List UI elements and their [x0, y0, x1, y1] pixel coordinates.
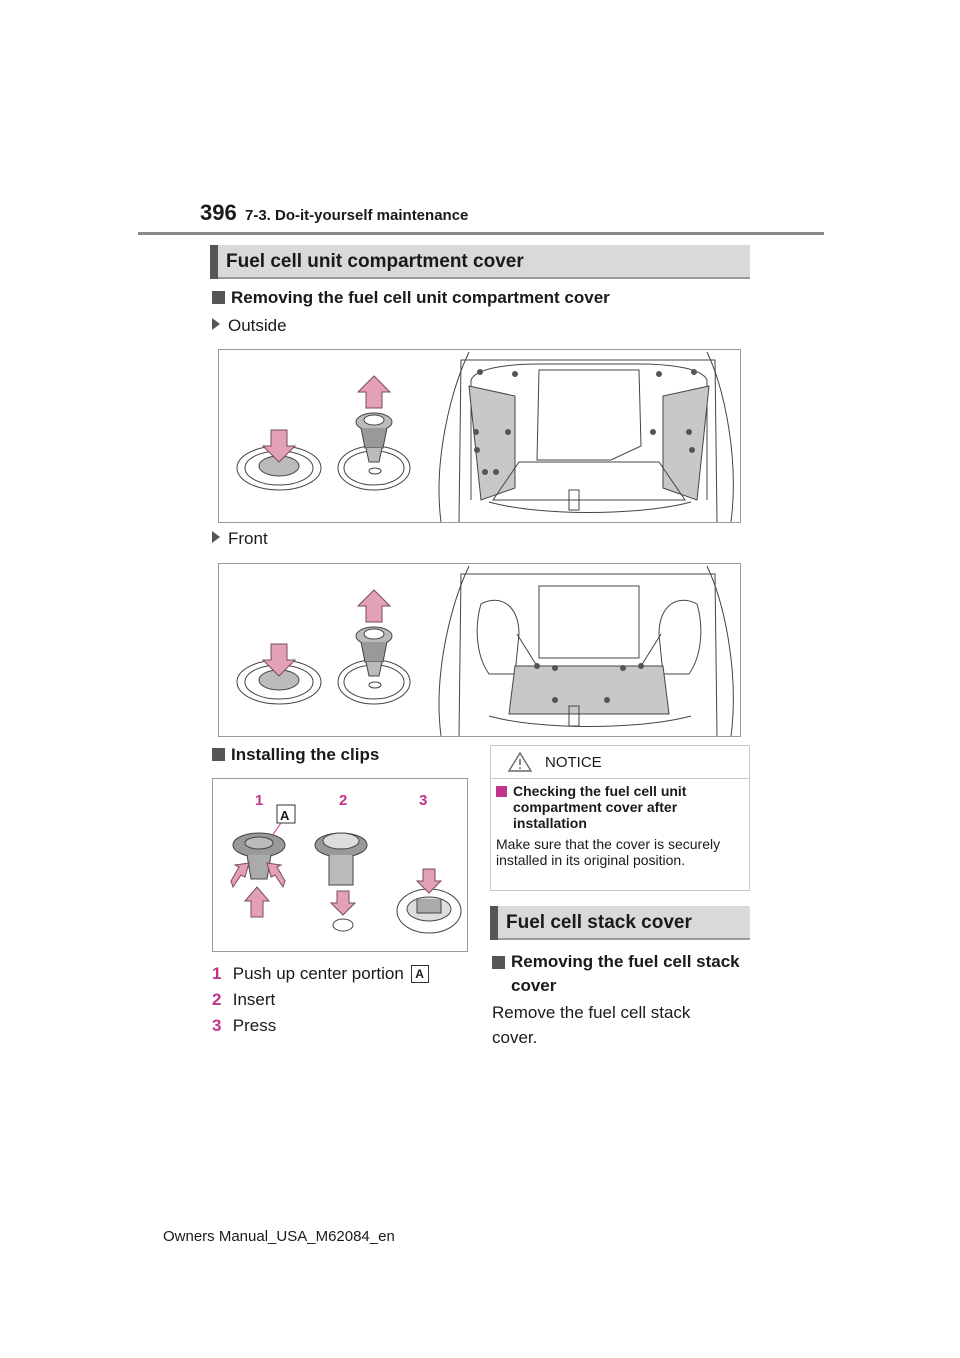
- footer-text: Owners Manual_USA_M62084_en: [163, 1228, 395, 1245]
- step-text: Push up center portion: [232, 964, 404, 983]
- figure-outside: [218, 349, 741, 523]
- square-bullet-icon: [492, 956, 505, 969]
- figure-front: [218, 563, 741, 737]
- front-illustration: [219, 564, 740, 736]
- step-3: [212, 1016, 276, 1036]
- section-heading-text: Fuel cell stack cover: [506, 912, 692, 933]
- installing-clips-illustration: [213, 779, 467, 951]
- notice-box: [490, 745, 750, 891]
- step-2: [212, 990, 275, 1010]
- step-number: 3: [212, 1016, 222, 1035]
- callout-a-label: A: [280, 808, 290, 823]
- notice-title: Checking the fuel cell unit compartment cover after installation: [513, 783, 687, 831]
- notice-label: NOTICE: [545, 753, 602, 771]
- chapter-title: 7-3. Do-it-yourself maintenance: [245, 207, 469, 224]
- square-bullet-icon: [212, 748, 225, 761]
- subheading-installing-clips: Installing the clips: [212, 745, 379, 765]
- step-1: [212, 964, 429, 984]
- square-bullet-icon: [496, 786, 507, 797]
- figure-step-number: 1: [255, 792, 264, 809]
- outside-illustration: [219, 350, 740, 522]
- header-rule: [138, 232, 824, 235]
- callout-a-badge: A: [411, 965, 429, 983]
- page-number: 396: [200, 200, 237, 225]
- section-heading-text: Fuel cell unit compartment cover: [226, 251, 524, 272]
- notice-body: Make sure that the cover is securely installed in its original position.: [496, 836, 721, 868]
- step-text: Press: [232, 1016, 277, 1035]
- step-text: Insert: [232, 990, 276, 1009]
- stack-cover-instruction: Remove the fuel cell stack cover.: [492, 1003, 691, 1047]
- section-heading-compartment-cover: [210, 245, 750, 279]
- triangle-bullet-icon: [212, 531, 220, 543]
- step-number: 2: [212, 990, 222, 1009]
- figure-installing-clips: [212, 778, 468, 952]
- label-outside: Outside: [212, 316, 287, 336]
- step-number: 1: [212, 964, 222, 983]
- square-bullet-icon: [212, 291, 225, 304]
- notice-title-row: [496, 783, 741, 831]
- triangle-bullet-icon: [212, 318, 220, 330]
- section-heading-stack-cover: [490, 906, 750, 940]
- figure-step-number: 2: [339, 792, 348, 809]
- figure-step-number: 3: [419, 792, 428, 809]
- label-front: Front: [212, 529, 268, 549]
- subheading-removing-stack-cover: Removing the fuel cell stack cover: [492, 950, 742, 998]
- warning-triangle-icon: [507, 751, 533, 773]
- notice-header: [491, 746, 749, 779]
- subheading-removing-compartment-cover: Removing the fuel cell unit compartment cover: [212, 288, 610, 308]
